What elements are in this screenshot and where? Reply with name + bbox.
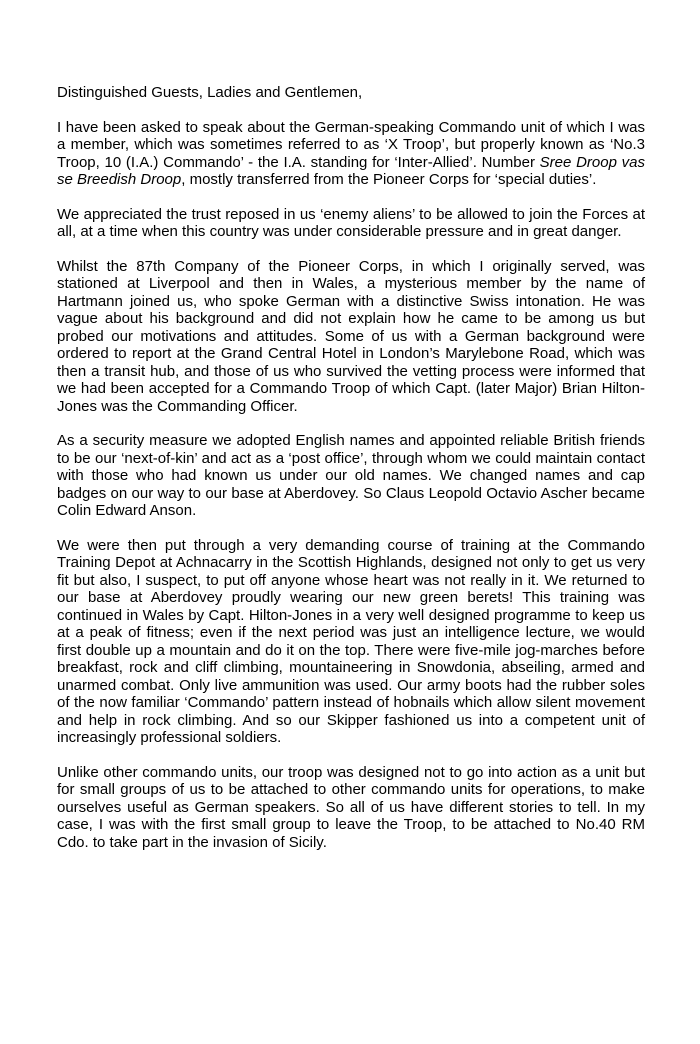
- paragraph-security-measure: As a security measure we adopted English names and appointed reliable British friends to be our ‘next-of-kin’ and act as a ‘post office’, through whom we could maintain contact with those who had known us under our old names. We changed names and cap badges on our way to our base at Aberdovey. So Claus Leopold Octavio Ascher became Colin Edward Anson.: [57, 432, 645, 519]
- paragraph-intro-text-after: , mostly transferred from the Pioneer Corps for ‘special duties’.: [181, 171, 597, 188]
- paragraph-intro-italic-phrase: Sree Droop vas se Breedish Droop: [57, 153, 645, 188]
- paragraph-training: We were then put through a very demanding course of training at the Commando Training Depot at Achnacarry in the Scottish Highlands, designed not only to get us very fit but also, I suspect, to put off anyone whose heart was not really in it. We returned to our base at Aberdovey proudly wearing our new green berets! This training was continued in Wales by Capt. Hilton-Jones in a very well designed programme to keep us at a peak of fitness; even if the next period was just an intelligence lecture, we would first double up a mountain and do it on the top. There were five-mile jog-marches before breakfast, rock and cliff climbing, mountaineering in Snowdonia, abseiling, armed and unarmed combat. Only live ammunition was used. Our army boots had the rubber soles of the now familiar ‘Commando’ pattern instead of hobnails which allow silent movement and help in rock climbing. And so our Skipper fashioned us into a competent unit of increasingly professional soldiers.: [57, 536, 645, 746]
- paragraph-pioneer-corps: Whilst the 87th Company of the Pioneer Corps, in which I originally served, was stationed at Liverpool and then in Wales, a mysterious member by the name of Hartmann joined us, who spoke German with a distinctive Swiss intonation. He was vague about his background and did not explain how he came to be among us but probed our motivations and attitudes. Some of us with a German background were ordered to report at the Grand Central Hotel in London’s Marylebone Road, which was then a transit hub, and those of us who survived the vetting process were informed that we had been accepted for a Commando Troop of which Capt. (later Major) Brian Hilton-Jones was the Commanding Officer.: [57, 257, 645, 415]
- paragraph-small-groups: Unlike other commando units, our troop was designed not to go into action as a unit but for small groups of us to be attached to other commando units for operations, to make ourselves useful as German speakers. So all of us have different stories to tell. In my case, I was with the first small group to leave the Troop, to be attached to No.40 RM Cdo. to take part in the invasion of Sicily.: [57, 763, 645, 851]
- paragraph-intro: [57, 119, 645, 189]
- paragraph-intro-text-before: I have been asked to speak about the German-speaking Commando unit of which I was a member, which was sometimes referred to as ‘X Troop’, but properly known as ‘No.3 Troop, 10 (I.A.) Commando’ - the I.A. standing for ‘Inter-Allied’. Number: [57, 118, 645, 171]
- paragraph-enemy-aliens: We appreciated the trust reposed in us ‘enemy aliens’ to be allowed to join the Forces at all, at a time when this country was under considerable pressure and in great danger.: [57, 205, 645, 240]
- salutation-line: Distinguished Guests, Ladies and Gentlemen,: [57, 84, 363, 101]
